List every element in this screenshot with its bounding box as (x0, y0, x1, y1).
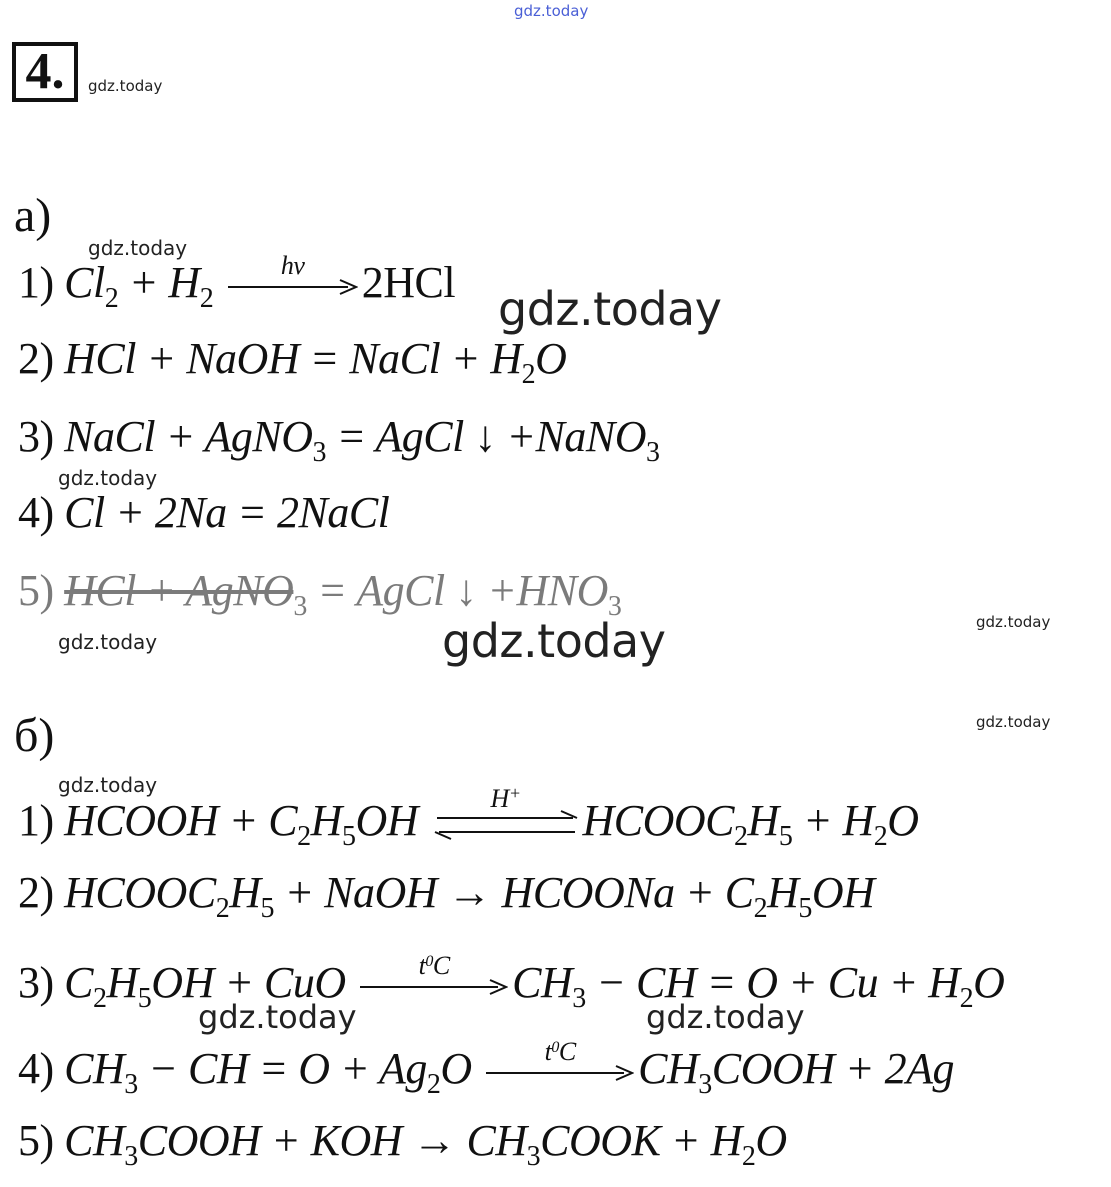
equation-a4: 4) Cl + 2Na = 2NaCl (18, 488, 390, 537)
section-b-label: б) (14, 709, 55, 762)
watermark-large: gdz.today (442, 614, 666, 668)
watermark: gdz.today (58, 630, 158, 654)
arrow-heat: $t^0C$ (360, 977, 508, 997)
watermark: gdz.today (646, 998, 805, 1036)
equation-b2: 2) $HCOOC_2H_5$ + NaOH → HCOONa + $C_2H_5OH$ (18, 868, 875, 924)
watermark-large: gdz.today (498, 282, 722, 336)
equation-b5: 5) $CH_3COOH$ + KOH → $CH_3COOK + H_2O$ (18, 1116, 787, 1172)
watermark: gdz.today (976, 613, 1051, 631)
equation-a5: 5) HCl + AgNO$_3$ = AgCl ↓ $+HNO_3$ (18, 566, 622, 622)
equation-b3: 3) $C_2H_5OH$ + CuO $t^0C$ $CH_3$ − CH = $O + Cu + H_2O$ (18, 950, 1005, 1014)
arrow-heat: $t^0C$ (486, 1063, 634, 1083)
watermark: gdz.today (88, 236, 188, 260)
task-number-box: 4. (12, 42, 78, 102)
equation-b1: 1) HCOOH + $C_2H_5OH$ H+ $HCOOC_2H_5 + H_2O$ (18, 782, 919, 852)
watermark: gdz.today (58, 466, 158, 490)
equation-b4: 4) $CH_3$ − CH = $O + Ag_2O$ $t^0C$ $CH_3COOH + 2Ag$ (18, 1036, 954, 1100)
equation-a1: 1) $Cl_2 + H_2$ hv 2HCl (18, 250, 456, 314)
equilibrium-arrow: H+ (433, 810, 579, 840)
equation-a3: 3) NaCl + AgNO$_3$ = AgCl ↓ +NaNO$_3$ (18, 412, 660, 468)
watermark: gdz.today (58, 773, 158, 797)
watermark: gdz.today (976, 713, 1051, 731)
section-a-label: а) (14, 189, 52, 242)
watermark-top: gdz.today (514, 2, 589, 20)
watermark: gdz.today (198, 998, 357, 1036)
arrow-hv: hv (228, 277, 358, 297)
watermark: gdz.today (88, 77, 163, 95)
equation-a2: 2) HCl + NaOH = NaCl + $H_2O$ (18, 334, 567, 390)
